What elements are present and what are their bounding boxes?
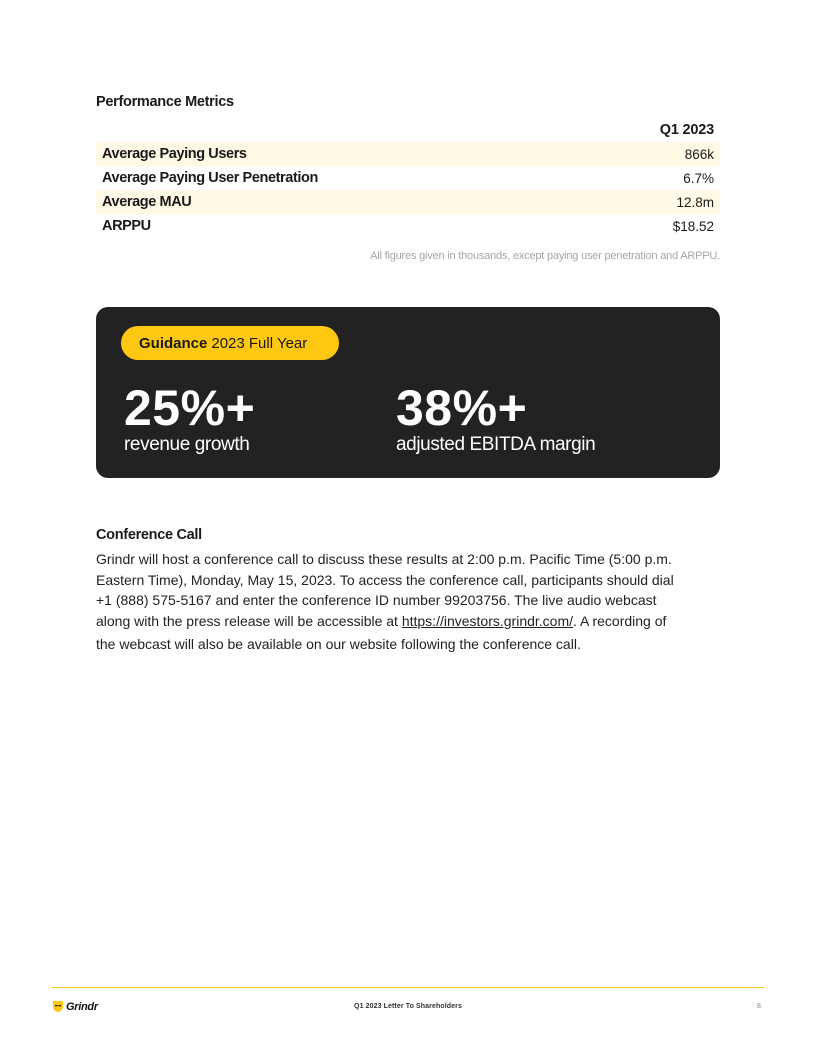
table-row [96,142,720,166]
revenue-growth-stat [124,380,256,457]
metrics-footnote: All figures given in thousands, except paying user penetration and ARPPU. [370,250,720,262]
metric-label: Average MAU [102,194,192,210]
body-line [96,611,724,632]
table-row [96,214,720,238]
footer-divider [52,987,764,988]
table-row [96,190,720,214]
guidance-badge [121,326,339,360]
body-line: Eastern Time), Monday, May 15, 2023. To access the conference call, participants should dial [96,571,674,588]
ebitda-margin-stat [396,380,596,457]
conference-call-title: Conference Call [96,527,202,543]
body-line: Grindr will host a conference call to discuss these results at 2:00 p.m. Pacific Time (5:00 p.m. [96,551,672,567]
metric-label: ARPPU [102,218,151,234]
body-line: the webcast will also be available on our website following the conference call. [96,636,581,652]
stat-value: 38%+ [396,380,528,436]
logo-text: Grindr [66,1000,98,1013]
guidance-panel [96,307,720,478]
guidance-badge-bold: Guidance [139,334,208,352]
metric-value: 12.8m [676,194,714,210]
body-text: along with the press release will be accessible at [96,612,402,629]
stat-label: revenue growth [124,434,250,455]
page-number: 8 [757,1003,761,1010]
body-line: +1 (888) 575-5167 and enter the conference ID number 99203756. The live audio webcast [96,592,657,608]
metric-value: 866k [684,146,714,162]
metric-value: 6.7% [683,170,714,186]
metric-value: $18.52 [672,218,714,234]
investors-link[interactable]: https://investors.grindr.com/ [401,612,574,629]
stat-value: 25%+ [124,380,256,436]
guidance-badge-period: 2023 Full Year [211,334,308,352]
performance-metrics-table [96,118,720,238]
footer-document-title: Q1 2023 Letter To Shareholders [354,1003,462,1010]
conference-call-body [96,549,724,655]
table-row [96,166,720,190]
column-header-q1-2023: Q1 2023 [659,122,714,138]
metric-label: Average Paying Users [102,146,247,162]
stat-label: adjusted EBITDA margin [396,434,596,455]
metric-label: Average Paying User Penetration [102,170,318,186]
body-text: . A recording of [573,612,667,629]
performance-metrics-title: Performance Metrics [96,94,234,110]
